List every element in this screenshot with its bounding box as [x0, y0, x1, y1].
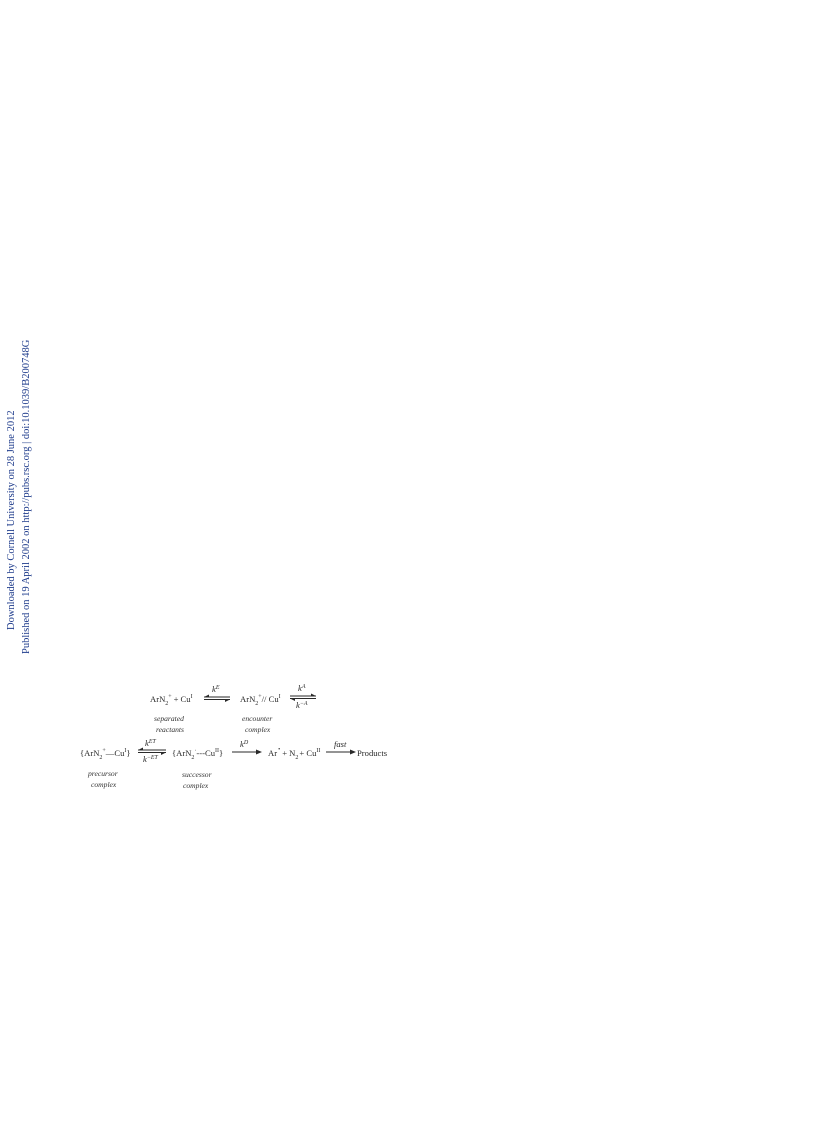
- rate-constant-kA: $k^A$: [298, 683, 306, 693]
- precursor-complex-formula: $\{ArN_2^+—Cu^I\}$: [80, 748, 131, 761]
- forward-arrow-fast: [326, 750, 356, 755]
- label-separated: separated: [154, 714, 184, 723]
- equilibrium-arrow-kE: [204, 695, 230, 703]
- rate-constant-k-minus-ET: $k^{-ET}$: [143, 754, 158, 764]
- forward-arrow-kD: [232, 750, 262, 755]
- reactant-arn2: $ArN_2^+ + Cu^I$: [150, 694, 193, 707]
- label-fast: fast: [334, 739, 347, 749]
- products-label: Products: [357, 748, 388, 758]
- successor-complex-formula: $\{ArN_2^\cdot---Cu^{II}\}$: [172, 748, 224, 761]
- encounter-complex-formula: ArN$_2$+// $Cu^I$: [240, 694, 281, 707]
- label-encounter-complex: complex: [245, 725, 271, 734]
- reaction-scheme: [70, 670, 410, 800]
- label-precursor: precursor: [88, 769, 118, 778]
- rate-constant-kE: $k^E$: [212, 684, 220, 694]
- label-encounter: encounter: [242, 714, 273, 723]
- label-precursor-complex: complex: [91, 780, 117, 789]
- equilibrium-arrow-kA: [290, 694, 316, 702]
- download-notice: Downloaded by Cornell University on 28 June 2012: [6, 410, 17, 630]
- label-successor: successor: [182, 770, 212, 779]
- rate-constant-kD: $k^D$: [240, 739, 249, 749]
- label-successor-complex: complex: [183, 781, 209, 790]
- rate-constant-kET: $k^{ET}$: [145, 738, 156, 748]
- rate-constant-k-minus-A: $k^{-A}$: [296, 700, 308, 710]
- label-reactants: reactants: [156, 725, 184, 734]
- publication-notice[interactable]: Published on 19 April 2002 on http://pubs.rsc.org | doi:10.1039/B200748G: [21, 339, 32, 654]
- products-radical-formula: $Ar^• + N_2+ Cu^{II}$: [268, 747, 321, 761]
